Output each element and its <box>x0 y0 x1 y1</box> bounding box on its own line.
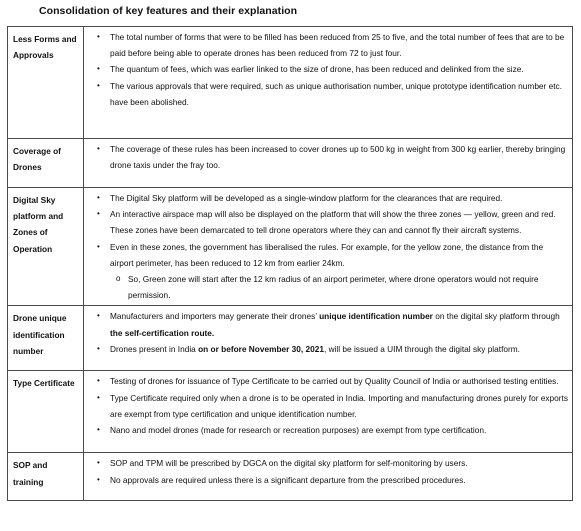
feature-cell: Less Forms and Approvals <box>8 27 84 139</box>
explanation-cell <box>84 371 573 453</box>
text-run: , will be issued a UIM through the digital sky platform. <box>323 343 520 354</box>
bullet-item <box>84 455 568 471</box>
bullet-item <box>84 61 568 77</box>
bullet-icon: • <box>97 311 100 321</box>
bullet-item <box>84 373 568 389</box>
bullet-item <box>84 390 568 422</box>
bullet-text: The coverage of these rules has been increased to cover drones up to 500 kg in weight from 300 kg earlier, thereby bringing drone taxis under the fray too. <box>110 144 566 171</box>
bullet-icon: • <box>97 474 100 484</box>
feature-cell: Drone unique identification number <box>8 306 84 371</box>
sub-bullet-item <box>84 271 568 303</box>
document-title: Consolidation of key features and their explanation <box>39 5 298 17</box>
feature-cell: Coverage of Drones <box>8 139 84 188</box>
bullet-icon: • <box>97 209 100 219</box>
bold-text: unique identification number <box>319 311 433 322</box>
bullet-list <box>84 455 568 487</box>
bold-text: on or before November 30, 2021 <box>198 343 324 354</box>
bullet-list <box>84 373 568 438</box>
bullet-text: The quantum of fees, which was earlier linked to the size of drone, has been reduced and delinked from the size. <box>110 64 524 75</box>
bullet-icon: • <box>97 425 100 435</box>
table-row <box>8 188 573 306</box>
bullet-item <box>84 206 568 238</box>
explanation-cell <box>84 306 573 371</box>
feature-cell: Digital Sky platform and Zones of Operation <box>8 188 84 306</box>
bullet-icon: • <box>97 193 100 202</box>
text-run: Drones present in India <box>110 343 199 354</box>
table-row <box>8 27 573 139</box>
table-row <box>8 453 573 501</box>
bold-text: the self-certification route. <box>110 327 215 338</box>
text-run: Manufacturers and importers may generate their drones’ <box>110 311 320 322</box>
bullet-icon: • <box>97 343 100 353</box>
circle-bullet-icon: o <box>116 274 121 284</box>
bullet-icon: • <box>97 458 100 468</box>
bullet-item <box>84 341 568 357</box>
bullet-list <box>84 190 568 303</box>
bullet-icon: • <box>97 144 100 153</box>
explanation-cell <box>84 139 573 188</box>
bullet-icon: • <box>97 32 100 41</box>
bullet-list <box>84 29 568 110</box>
bullet-text: Testing of drones for issuance of Type Certificate to be carried out by Quality Council of India or authorised testing entities. <box>110 376 559 387</box>
table-row <box>8 306 573 371</box>
bullet-icon: • <box>97 64 100 74</box>
bullet-text: Type Certificate required only when a drone is to be operated in India. Importing and manufacturing drones purely for exports are exempt from type certification and unique identification number. <box>110 392 568 419</box>
bullet-text: Even in these zones, the government has liberalised the rules. For example, for the yellow zone, the distance from the airport perimeter, has been reduced to 12 km from earlier 24km. <box>110 241 544 268</box>
bullet-list <box>84 308 568 357</box>
key-features-table <box>7 26 573 501</box>
bullet-text: SOP and TPM will be prescribed by DGCA on the digital sky platform for self-monitoring by users. <box>110 458 468 469</box>
bullet-item <box>84 190 568 206</box>
explanation-cell <box>84 453 573 501</box>
bullet-item <box>84 472 568 488</box>
bullet-icon: • <box>97 241 100 251</box>
bullet-text: So, Green zone will start after the 12 km radius of an airport perimeter, where drone operators would not require permission. <box>128 274 539 301</box>
bullet-text: The total number of forms that were to be filled has been reduced from 25 to five, and the total number of fees that are to be paid before being able to operate drones has been reduced from 72 to just four. <box>110 32 565 59</box>
bullet-item <box>84 141 568 173</box>
bullet-item <box>84 422 568 438</box>
feature-cell: Type Certificate <box>8 371 84 453</box>
bullet-item <box>84 308 568 340</box>
bullet-icon: • <box>97 392 100 402</box>
explanation-cell <box>84 188 573 306</box>
bullet-text: No approvals are required unless there is a significant departure from the prescribed procedures. <box>110 474 466 485</box>
table-row <box>8 139 573 188</box>
bullet-text: The Digital Sky platform will be developed as a single-window platform for the clearances that are required. <box>110 193 503 203</box>
text-run: on the digital sky platform through <box>432 311 560 322</box>
explanation-cell <box>84 27 573 139</box>
feature-cell: SOP and training <box>8 453 84 501</box>
bullet-list <box>84 141 568 173</box>
bullet-item <box>84 29 568 61</box>
bullet-item <box>84 239 568 271</box>
bullet-text: The various approvals that were required, such as unique authorisation number, unique prototype identification number etc. have been abolished. <box>110 80 562 107</box>
bullet-text: Nano and model drones (made for research or recreation purposes) are exempt from type certification. <box>110 425 487 436</box>
bullet-icon: • <box>97 376 100 386</box>
bullet-item <box>84 78 568 110</box>
table-row <box>8 371 573 453</box>
bullet-text: An interactive airspace map will also be displayed on the platform that will show the three zones — yellow, green and red. These zones have been demarcated to tell drone operators where they can and cannot fly their aircraft systems. <box>110 209 556 236</box>
bullet-icon: • <box>97 80 100 90</box>
